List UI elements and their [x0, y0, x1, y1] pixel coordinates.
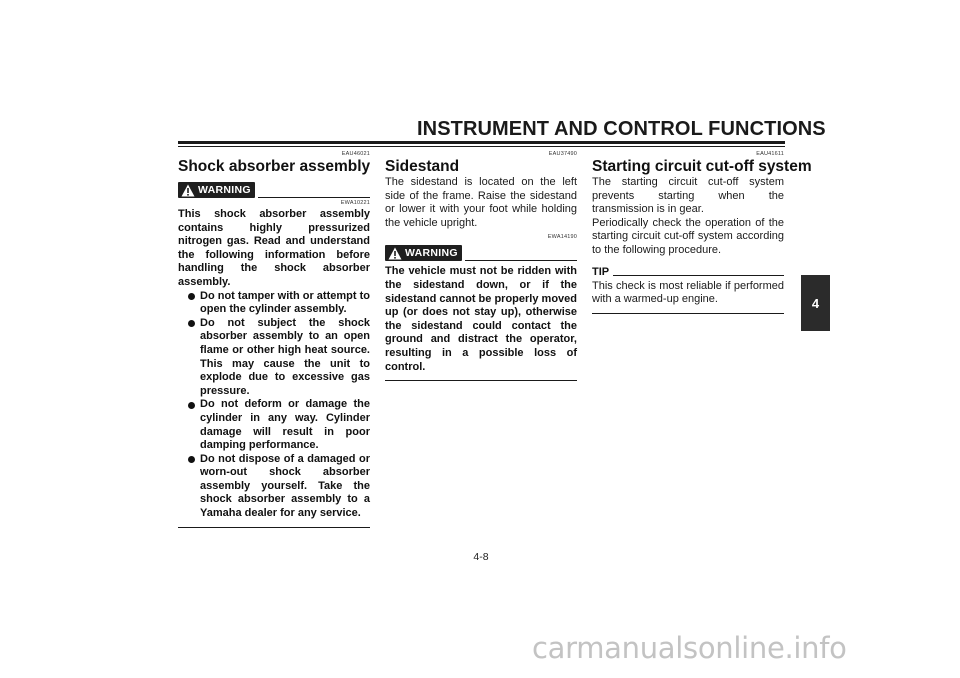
tip-rule: [613, 275, 784, 276]
warning-code: EWA10221: [340, 200, 370, 206]
warning-text: The vehicle must not be ridden with the sidestand down, or if the sidestand cannot be properly moved up (or does not stay up), otherwise the sidestand could contact the ground and distract the operator, resulting in a possible loss of control.: [385, 265, 577, 373]
warning-triangle-icon: [388, 247, 402, 260]
bullet-icon: [188, 293, 195, 300]
page-number: 4-8: [473, 551, 489, 563]
warning-triangle-icon: [181, 184, 195, 197]
warning-label: WARNING: [198, 184, 251, 196]
section-heading: Sidestand: [385, 158, 460, 175]
column-shock-absorber: [178, 150, 370, 528]
header-rule-thin: [178, 146, 785, 147]
list-item: Do not deform or damage the cylinder in any way. Cylinder damage will result in poor damping performance.: [178, 398, 370, 452]
header-rule: [178, 141, 785, 144]
warning-header: [385, 241, 577, 261]
section-body: The sidestand is located on the left side of the frame. Raise the sidestand or lower it with your foot while holding the vehicle upright.: [385, 176, 577, 229]
list-item: Do not subject the shock absorber assembly to an open flame or other high heat source. This may cause the unit to explode due to excessive gas pressure.: [178, 317, 370, 399]
warning-header: [178, 178, 370, 198]
column-starting-circuit: [592, 150, 812, 314]
warning-end-rule: [385, 380, 577, 381]
section-code: EAU46021: [341, 151, 370, 157]
tip-end-rule: [592, 313, 784, 314]
warning-badge: [178, 182, 255, 198]
bullet-icon: [188, 456, 195, 463]
page-header-title: INSTRUMENT AND CONTROL FUNCTIONS: [417, 118, 826, 140]
warning-rule: [465, 260, 577, 261]
section-body: Periodically check the operation of the starting circuit cut-off system according to the following procedure.: [592, 216, 784, 256]
watermark[interactable]: carmanualsonline.info: [532, 631, 847, 665]
section-heading: Shock absorber assembly: [178, 158, 371, 175]
warning-code: EWA14190: [547, 234, 577, 241]
bullet-icon: [188, 402, 195, 409]
tip-label: TIP: [592, 265, 610, 278]
column-sidestand: [385, 150, 577, 381]
section-body: The starting circuit cut-off system prevents starting when the transmission is in gear.: [592, 176, 784, 216]
warning-end-rule: [178, 527, 370, 528]
warning-bullet-list: [178, 290, 370, 521]
section-code: EAU37490: [548, 151, 577, 157]
chapter-tab-label: 4: [811, 295, 820, 311]
section-code: EAU41611: [756, 151, 784, 157]
chapter-tab[interactable]: [801, 275, 830, 331]
tip-text: This check is most reliable if performed with a warmed-up engine.: [592, 279, 784, 306]
list-item: Do not dispose of a damaged or worn-out shock absorber assembly yourself. Take the shock absorber assembly to a Yamaha dealer for any service.: [178, 453, 370, 521]
tip-header: [592, 264, 784, 278]
warning-label: WARNING: [405, 247, 458, 260]
warning-badge: [385, 245, 462, 261]
list-item: Do not tamper with or attempt to open the cylinder assembly.: [178, 290, 370, 317]
section-heading: Starting circuit cut-off system: [592, 158, 812, 175]
warning-text: This shock absorber assembly contains highly pressurized nitrogen gas. Read and understand the following information before handling the shock absorber assembly.: [178, 208, 370, 288]
bullet-icon: [188, 320, 195, 327]
warning-rule: [258, 197, 370, 198]
